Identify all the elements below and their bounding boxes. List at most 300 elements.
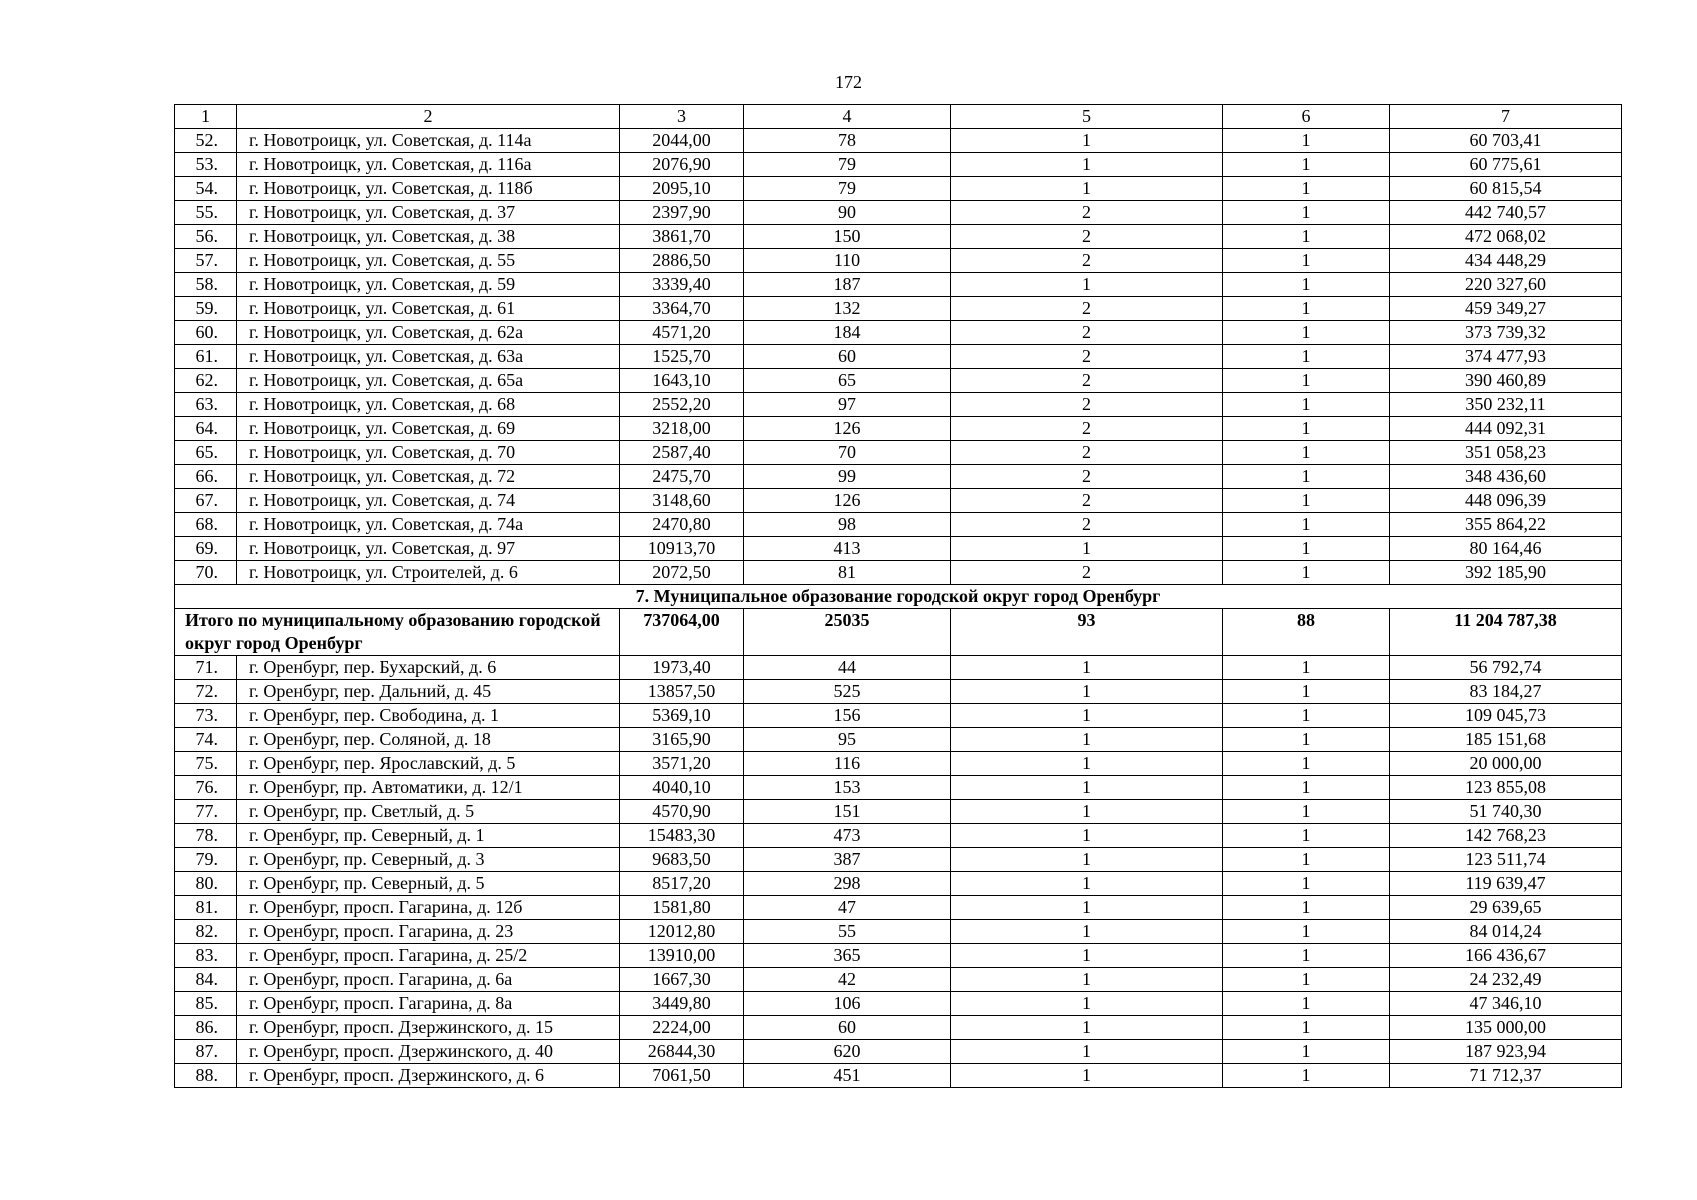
row-number-cell: 52. [175,129,237,153]
col-6-cell: 1 [1223,872,1390,896]
area-cell: 5369,10 [620,704,744,728]
address-cell: г. Оренбург, просп. Дзержинского, д. 40 [237,1040,620,1064]
row-number-cell: 70. [175,561,237,585]
residents-cell: 413 [744,537,951,561]
col-5-cell: 2 [951,321,1223,345]
table-row [175,177,1622,201]
address-cell: г. Оренбург, просп. Гагарина, д. 23 [237,920,620,944]
col-5-cell: 1 [951,153,1223,177]
amount-cell: 444 092,31 [1390,417,1622,441]
amount-cell: 374 477,93 [1390,345,1622,369]
address-cell: г. Оренбург, просп. Дзержинского, д. 15 [237,1016,620,1040]
col-6-cell: 1 [1223,1040,1390,1064]
address-cell: г. Оренбург, пр. Светлый, д. 5 [237,800,620,824]
row-number-cell: 73. [175,704,237,728]
amount-cell: 51 740,30 [1390,800,1622,824]
area-cell: 3339,40 [620,273,744,297]
col-6-cell: 1 [1223,225,1390,249]
col-5-cell: 1 [951,177,1223,201]
row-number-cell: 60. [175,321,237,345]
table-row [175,441,1622,465]
amount-cell: 355 864,22 [1390,513,1622,537]
residents-cell: 620 [744,1040,951,1064]
col-5-cell: 1 [951,129,1223,153]
amount-cell: 448 096,39 [1390,489,1622,513]
residents-cell: 55 [744,920,951,944]
table-row [175,728,1622,752]
row-number-cell: 72. [175,680,237,704]
area-cell: 7061,50 [620,1064,744,1088]
col-6-cell: 1 [1223,824,1390,848]
address-cell: г. Оренбург, пер. Бухарский, д. 6 [237,656,620,680]
area-cell: 4571,20 [620,321,744,345]
row-number-cell: 71. [175,656,237,680]
col-6-cell: 1 [1223,441,1390,465]
amount-cell: 123 511,74 [1390,848,1622,872]
amount-cell: 350 232,11 [1390,393,1622,417]
residents-cell: 99 [744,465,951,489]
table-row [175,465,1622,489]
address-cell: г. Оренбург, пр. Северный, д. 1 [237,824,620,848]
col-5-cell: 2 [951,345,1223,369]
amount-cell: 47 346,10 [1390,992,1622,1016]
area-cell: 10913,70 [620,537,744,561]
area-cell: 3571,20 [620,752,744,776]
table-row [175,561,1622,585]
table-row [175,680,1622,704]
page-number: 172 [835,72,862,92]
residents-cell: 525 [744,680,951,704]
row-number-cell: 82. [175,920,237,944]
col-6-cell: 1 [1223,992,1390,1016]
total-label: Итого по муниципальному образованию городской округ город Оренбург [175,609,620,656]
residents-cell: 126 [744,417,951,441]
col-6-cell: 1 [1223,776,1390,800]
total-row [175,609,1622,656]
amount-cell: 472 068,02 [1390,225,1622,249]
col-6-cell: 1 [1223,369,1390,393]
total-value: 737064,00 [620,609,744,656]
col-6-cell: 1 [1223,968,1390,992]
row-number-cell: 76. [175,776,237,800]
table-row [175,1040,1622,1064]
row-number-cell: 84. [175,968,237,992]
residents-cell: 126 [744,489,951,513]
col-5-cell: 2 [951,297,1223,321]
amount-cell: 142 768,23 [1390,824,1622,848]
address-cell: г. Новотроицк, ул. Советская, д. 63а [237,345,620,369]
residents-cell: 90 [744,201,951,225]
housing-table [174,104,1622,1088]
address-cell: г. Новотроицк, ул. Советская, д. 116а [237,153,620,177]
table-row [175,896,1622,920]
col-6-cell: 1 [1223,489,1390,513]
table-row [175,752,1622,776]
row-number-cell: 55. [175,201,237,225]
residents-cell: 47 [744,896,951,920]
amount-cell: 80 164,46 [1390,537,1622,561]
table-row [175,656,1622,680]
area-cell: 2224,00 [620,1016,744,1040]
area-cell: 3861,70 [620,225,744,249]
col-5-cell: 1 [951,273,1223,297]
table-row [175,513,1622,537]
table-row [175,225,1622,249]
residents-cell: 70 [744,441,951,465]
residents-cell: 79 [744,153,951,177]
address-cell: г. Оренбург, пр. Северный, д. 5 [237,872,620,896]
area-cell: 3364,70 [620,297,744,321]
col-6-cell: 1 [1223,345,1390,369]
col-5-cell: 1 [951,944,1223,968]
area-cell: 2076,90 [620,153,744,177]
table-row [175,129,1622,153]
amount-cell: 20 000,00 [1390,752,1622,776]
col-5-cell: 2 [951,441,1223,465]
address-cell: г. Оренбург, просп. Гагарина, д. 6а [237,968,620,992]
col-5-cell: 1 [951,872,1223,896]
area-cell: 1581,80 [620,896,744,920]
header-cell: 7 [1390,105,1622,129]
residents-cell: 65 [744,369,951,393]
area-cell: 2475,70 [620,465,744,489]
col-6-cell: 1 [1223,1016,1390,1040]
col-5-cell: 1 [951,824,1223,848]
residents-cell: 451 [744,1064,951,1088]
amount-cell: 348 436,60 [1390,465,1622,489]
amount-cell: 187 923,94 [1390,1040,1622,1064]
area-cell: 2397,90 [620,201,744,225]
section-title: 7. Муниципальное образование городской округ город Оренбург [175,585,1622,609]
amount-cell: 29 639,65 [1390,896,1622,920]
residents-cell: 106 [744,992,951,1016]
residents-cell: 132 [744,297,951,321]
col-6-cell: 1 [1223,417,1390,441]
col-6-cell: 1 [1223,153,1390,177]
col-5-cell: 1 [951,1064,1223,1088]
residents-cell: 79 [744,177,951,201]
address-cell: г. Новотроицк, ул. Советская, д. 74а [237,513,620,537]
amount-cell: 373 739,32 [1390,321,1622,345]
residents-cell: 365 [744,944,951,968]
address-cell: г. Оренбург, просп. Гагарина, д. 12б [237,896,620,920]
residents-cell: 153 [744,776,951,800]
col-5-cell: 1 [951,1040,1223,1064]
col-6-cell: 1 [1223,944,1390,968]
address-cell: г. Новотроицк, ул. Советская, д. 62а [237,321,620,345]
address-cell: г. Новотроицк, ул. Советская, д. 114а [237,129,620,153]
residents-cell: 110 [744,249,951,273]
address-cell: г. Новотроицк, ул. Советская, д. 55 [237,249,620,273]
area-cell: 8517,20 [620,872,744,896]
address-cell: г. Оренбург, пер. Ярославский, д. 5 [237,752,620,776]
residents-cell: 387 [744,848,951,872]
col-6-cell: 1 [1223,704,1390,728]
table-row [175,944,1622,968]
area-cell: 15483,30 [620,824,744,848]
address-cell: г. Оренбург, пер. Свободина, д. 1 [237,704,620,728]
row-number-cell: 87. [175,1040,237,1064]
col-6-cell: 1 [1223,393,1390,417]
col-5-cell: 2 [951,489,1223,513]
total-value: 88 [1223,609,1390,656]
address-cell: г. Новотроицк, ул. Советская, д. 68 [237,393,620,417]
header-cell: 6 [1223,105,1390,129]
area-cell: 26844,30 [620,1040,744,1064]
col-6-cell: 1 [1223,680,1390,704]
row-number-cell: 57. [175,249,237,273]
col-6-cell: 1 [1223,273,1390,297]
address-cell: г. Новотроицк, ул. Советская, д. 72 [237,465,620,489]
row-number-cell: 79. [175,848,237,872]
area-cell: 4570,90 [620,800,744,824]
residents-cell: 151 [744,800,951,824]
address-cell: г. Оренбург, просп. Дзержинского, д. 6 [237,1064,620,1088]
row-number-cell: 66. [175,465,237,489]
residents-cell: 473 [744,824,951,848]
col-6-cell: 1 [1223,728,1390,752]
table-row [175,297,1622,321]
amount-cell: 459 349,27 [1390,297,1622,321]
area-cell: 2886,50 [620,249,744,273]
col-5-cell: 2 [951,201,1223,225]
residents-cell: 60 [744,345,951,369]
row-number-cell: 74. [175,728,237,752]
total-value: 93 [951,609,1223,656]
amount-cell: 135 000,00 [1390,1016,1622,1040]
residents-cell: 78 [744,129,951,153]
header-cell: 1 [175,105,237,129]
area-cell: 2072,50 [620,561,744,585]
row-number-cell: 67. [175,489,237,513]
address-cell: г. Новотроицк, ул. Советская, д. 69 [237,417,620,441]
col-6-cell: 1 [1223,800,1390,824]
table-row [175,776,1622,800]
residents-cell: 98 [744,513,951,537]
table-row [175,369,1622,393]
row-number-cell: 69. [175,537,237,561]
amount-cell: 390 460,89 [1390,369,1622,393]
area-cell: 2095,10 [620,177,744,201]
amount-cell: 220 327,60 [1390,273,1622,297]
row-number-cell: 64. [175,417,237,441]
amount-cell: 60 815,54 [1390,177,1622,201]
address-cell: г. Новотроицк, ул. Советская, д. 70 [237,441,620,465]
row-number-cell: 86. [175,1016,237,1040]
amount-cell: 60 703,41 [1390,129,1622,153]
header-row [175,105,1622,129]
row-number-cell: 63. [175,393,237,417]
amount-cell: 185 151,68 [1390,728,1622,752]
area-cell: 1525,70 [620,345,744,369]
row-number-cell: 54. [175,177,237,201]
residents-cell: 97 [744,393,951,417]
address-cell: г. Новотроицк, ул. Советская, д. 59 [237,273,620,297]
col-5-cell: 2 [951,225,1223,249]
table-row [175,848,1622,872]
total-value: 11 204 787,38 [1390,609,1622,656]
area-cell: 2587,40 [620,441,744,465]
residents-cell: 60 [744,1016,951,1040]
table-row [175,249,1622,273]
col-5-cell: 1 [951,968,1223,992]
col-6-cell: 1 [1223,297,1390,321]
residents-cell: 44 [744,656,951,680]
col-5-cell: 2 [951,513,1223,537]
residents-cell: 187 [744,273,951,297]
col-5-cell: 1 [951,920,1223,944]
residents-cell: 81 [744,561,951,585]
table-row [175,824,1622,848]
col-5-cell: 1 [951,776,1223,800]
area-cell: 13857,50 [620,680,744,704]
amount-cell: 56 792,74 [1390,656,1622,680]
col-6-cell: 1 [1223,537,1390,561]
table-row [175,800,1622,824]
amount-cell: 71 712,37 [1390,1064,1622,1088]
area-cell: 2552,20 [620,393,744,417]
residents-cell: 95 [744,728,951,752]
table-row [175,968,1622,992]
amount-cell: 123 855,08 [1390,776,1622,800]
col-5-cell: 2 [951,561,1223,585]
row-number-cell: 80. [175,872,237,896]
area-cell: 3218,00 [620,417,744,441]
amount-cell: 109 045,73 [1390,704,1622,728]
row-number-cell: 56. [175,225,237,249]
row-number-cell: 81. [175,896,237,920]
row-number-cell: 58. [175,273,237,297]
amount-cell: 83 184,27 [1390,680,1622,704]
address-cell: г. Новотроицк, ул. Советская, д. 38 [237,225,620,249]
col-6-cell: 1 [1223,465,1390,489]
table-row [175,489,1622,513]
col-6-cell: 1 [1223,561,1390,585]
residents-cell: 116 [744,752,951,776]
row-number-cell: 62. [175,369,237,393]
row-number-cell: 65. [175,441,237,465]
area-cell: 3148,60 [620,489,744,513]
area-cell: 9683,50 [620,848,744,872]
address-cell: г. Оренбург, просп. Гагарина, д. 25/2 [237,944,620,968]
col-6-cell: 1 [1223,177,1390,201]
address-cell: г. Оренбург, пр. Автоматики, д. 12/1 [237,776,620,800]
residents-cell: 298 [744,872,951,896]
table-row [175,920,1622,944]
row-number-cell: 78. [175,824,237,848]
table-row [175,345,1622,369]
table-row [175,273,1622,297]
area-cell: 1643,10 [620,369,744,393]
area-cell: 1973,40 [620,656,744,680]
col-6-cell: 1 [1223,321,1390,345]
address-cell: г. Оренбург, пер. Соляной, д. 18 [237,728,620,752]
address-cell: г. Новотроицк, ул. Советская, д. 97 [237,537,620,561]
col-5-cell: 1 [951,800,1223,824]
col-5-cell: 1 [951,992,1223,1016]
table-row [175,201,1622,225]
amount-cell: 434 448,29 [1390,249,1622,273]
table-row [175,393,1622,417]
address-cell: г. Новотроицк, ул. Советская, д. 61 [237,297,620,321]
col-6-cell: 1 [1223,656,1390,680]
amount-cell: 84 014,24 [1390,920,1622,944]
area-cell: 2470,80 [620,513,744,537]
row-number-cell: 68. [175,513,237,537]
area-cell: 3449,80 [620,992,744,1016]
address-cell: г. Новотроицк, ул. Советская, д. 65а [237,369,620,393]
col-5-cell: 1 [951,728,1223,752]
area-cell: 2044,00 [620,129,744,153]
amount-cell: 24 232,49 [1390,968,1622,992]
address-cell: г. Новотроицк, ул. Советская, д. 118б [237,177,620,201]
col-5-cell: 2 [951,369,1223,393]
amount-cell: 166 436,67 [1390,944,1622,968]
col-6-cell: 1 [1223,1064,1390,1088]
row-number-cell: 61. [175,345,237,369]
area-cell: 3165,90 [620,728,744,752]
table-row [175,321,1622,345]
address-cell: г. Новотроицк, ул. Советская, д. 37 [237,201,620,225]
col-6-cell: 1 [1223,752,1390,776]
section-row [175,585,1622,609]
col-5-cell: 2 [951,465,1223,489]
row-number-cell: 53. [175,153,237,177]
amount-cell: 392 185,90 [1390,561,1622,585]
address-cell: г. Оренбург, просп. Гагарина, д. 8а [237,992,620,1016]
amount-cell: 351 058,23 [1390,441,1622,465]
col-5-cell: 2 [951,393,1223,417]
row-number-cell: 59. [175,297,237,321]
col-6-cell: 1 [1223,848,1390,872]
residents-cell: 184 [744,321,951,345]
area-cell: 1667,30 [620,968,744,992]
area-cell: 12012,80 [620,920,744,944]
col-6-cell: 1 [1223,129,1390,153]
address-cell: г. Новотроицк, ул. Строителей, д. 6 [237,561,620,585]
header-cell: 4 [744,105,951,129]
amount-cell: 442 740,57 [1390,201,1622,225]
header-cell: 2 [237,105,620,129]
table-row [175,153,1622,177]
address-cell: г. Оренбург, пр. Северный, д. 3 [237,848,620,872]
col-6-cell: 1 [1223,249,1390,273]
address-cell: г. Оренбург, пер. Дальний, д. 45 [237,680,620,704]
col-5-cell: 1 [951,537,1223,561]
col-6-cell: 1 [1223,201,1390,225]
table-row [175,872,1622,896]
table-row [175,1064,1622,1088]
row-number-cell: 88. [175,1064,237,1088]
table-row [175,1016,1622,1040]
amount-cell: 119 639,47 [1390,872,1622,896]
row-number-cell: 83. [175,944,237,968]
col-5-cell: 1 [951,848,1223,872]
residents-cell: 150 [744,225,951,249]
col-5-cell: 1 [951,752,1223,776]
col-5-cell: 2 [951,417,1223,441]
table-row [175,537,1622,561]
col-6-cell: 1 [1223,513,1390,537]
row-number-cell: 77. [175,800,237,824]
header-cell: 5 [951,105,1223,129]
col-5-cell: 1 [951,704,1223,728]
table-row [175,992,1622,1016]
col-5-cell: 2 [951,249,1223,273]
area-cell: 4040,10 [620,776,744,800]
col-5-cell: 1 [951,896,1223,920]
col-6-cell: 1 [1223,920,1390,944]
